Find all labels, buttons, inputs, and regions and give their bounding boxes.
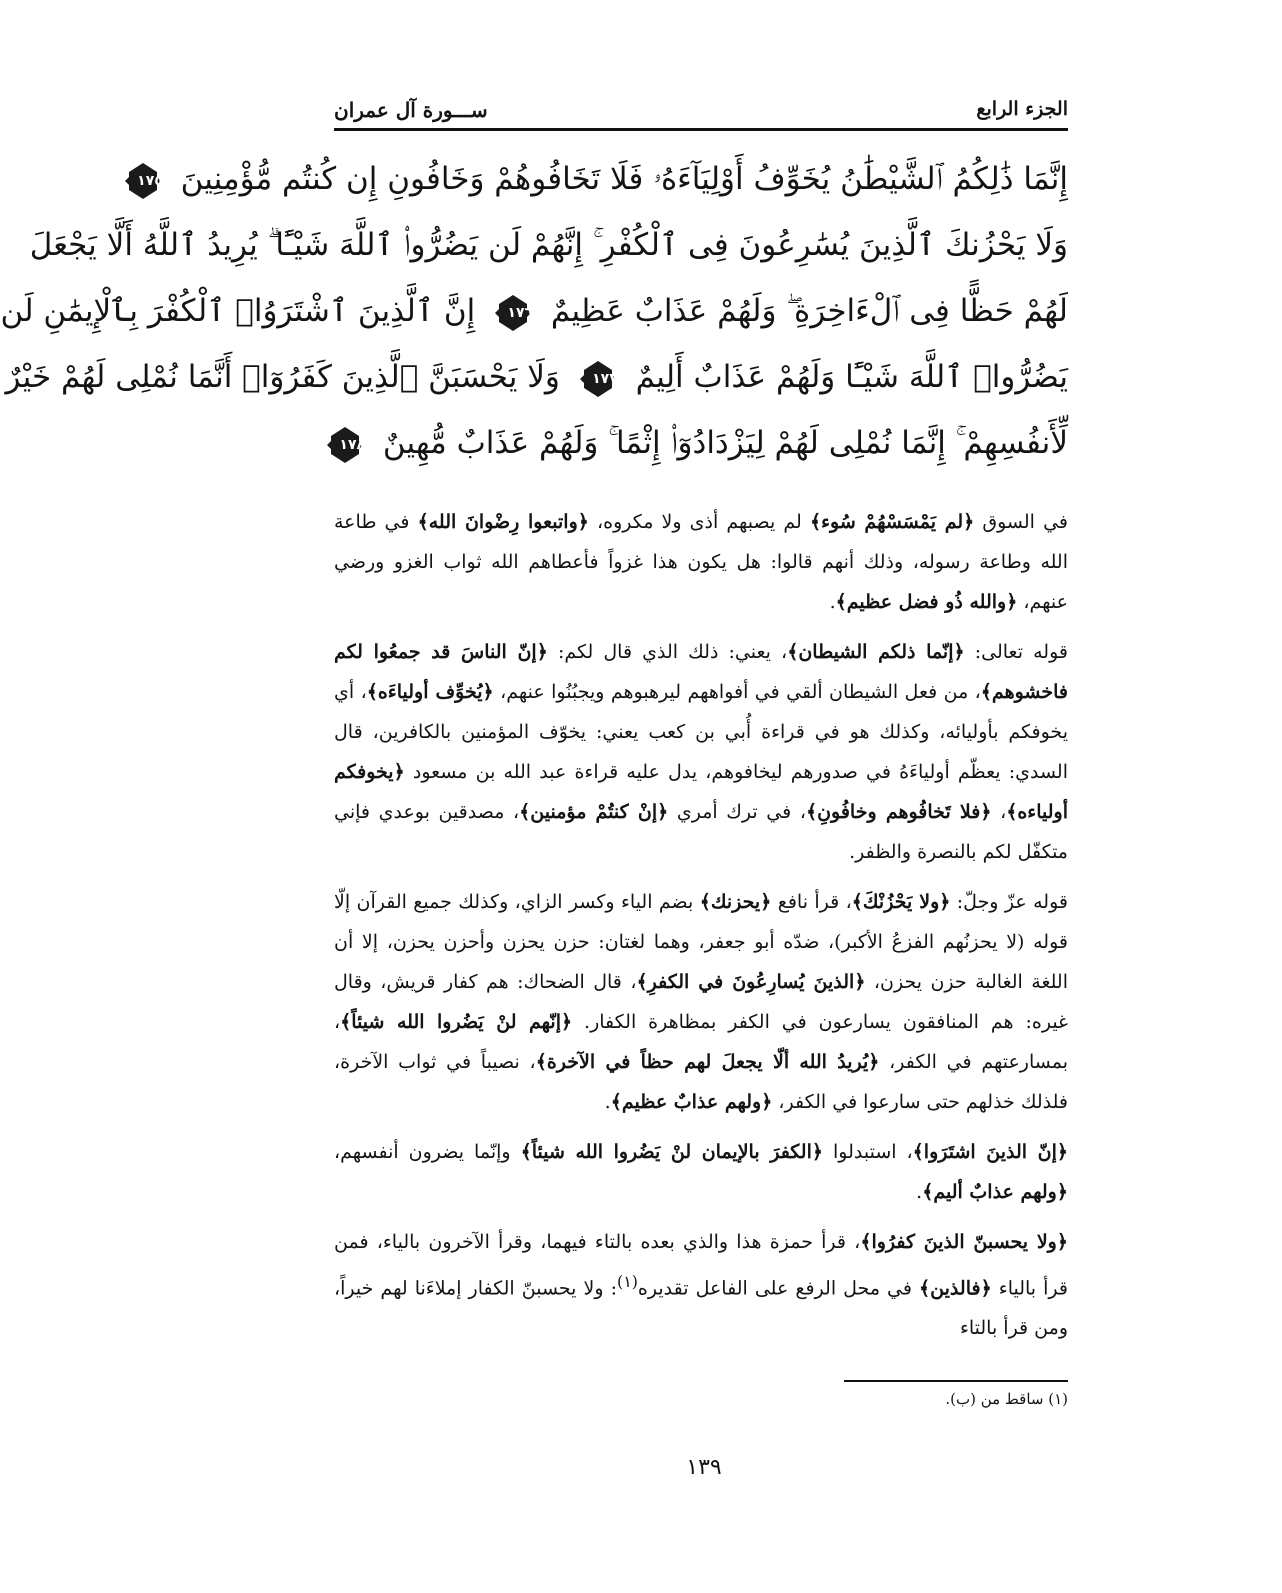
- juz-label: الجزء الرابع: [976, 98, 1068, 120]
- verse-line: [5, 344, 1068, 410]
- ayah-number-marker: [578, 359, 618, 399]
- text-run: .: [916, 1181, 923, 1203]
- text-run: ، يعني: ذلك الذي قال لكم:: [547, 641, 788, 663]
- quran-quote: ﴿إنّهم لنْ يَضُروا الله شيئاً﴾: [340, 1011, 573, 1033]
- verse-line: [334, 410, 1068, 476]
- quran-quote: ﴿والله ذُو فضل عظيم﴾: [835, 591, 1018, 613]
- text-run: في طاعة الله وطاعة رسوله، وذلك أنهم قالوا: هل يكون هذا غزواً فأعطاهم الله ثواب الغزو ورضي عنهم،: [334, 511, 1068, 613]
- text-run: في محل الرفع على الفاعل تقديره: [637, 1277, 920, 1300]
- quran-quote: ﴿إنْ كنتُمْ مؤمنين﴾: [519, 801, 669, 823]
- ayah-number-marker: [325, 425, 365, 465]
- verse-line: [29, 212, 1068, 278]
- text-run: ، قرأ حمزة هذا والذي بعده بالتاء فيهما، وقرأ الآخرون بالياء، فمن قرأ بالياء: [334, 1231, 1068, 1300]
- verse-text: يَضُرُّوا۟ ٱللَّهَ شَيْـًٔا وَلَهُمْ عَذَابٌ أَلِيمٌ: [635, 359, 1068, 395]
- verse-text: وَلَا يَحْسَبَنَّ ٱلَّذِينَ كَفَرُوٓا۟ أَنَّمَا نُمْلِى لَهُمْ خَيْرٌ: [5, 359, 560, 395]
- text-run: ، قرأ نافع: [771, 891, 852, 913]
- verse-line: [137, 146, 1068, 212]
- surah-title: ســـورة آل عمران: [334, 98, 488, 122]
- verse-text: وَلَا يَحْزُنكَ ٱلَّذِينَ يُسَٰرِعُونَ فِى ٱلْكُفْرِ ۚ إِنَّهُمْ لَن يَضُرُّوا۟ ٱللَّهَ شَيْـًٔا ۗ يُرِيدُ ٱللَّهُ أَلَّا يَجْعَلَ: [29, 227, 1068, 263]
- quran-quote: ﴿فلا تَخافُوهم وخافُونِ﴾: [805, 801, 992, 823]
- text-run: لم يصبهم أذى ولا مكروه،: [588, 511, 810, 533]
- text-run: بضم الياء وكسر الزاي، وكذلك جميع القرآن إلّا قوله (لا يحزنُهم الفزعُ الأكبر)، ضدّه أبو جعفر، وهما لغتان: حزن يحزن وأحزن يحزن، إلا أن اللغة الغالبة حزن يحزن،: [334, 891, 1068, 993]
- commentary-paragraph: [334, 882, 1068, 1122]
- text-run: وإنّما يضرون أنفسهم،: [334, 1141, 521, 1163]
- text-run: .: [829, 591, 836, 613]
- quran-quote: ﴿يحزنك﴾: [699, 891, 772, 913]
- text-run: ، في ترك أمري: [668, 801, 806, 823]
- quran-quote: ﴿يُخوِّف أولياءَه﴾: [366, 681, 494, 703]
- text-run: ، من فعل الشيطان ألقي في أفواههم ليرهبوهم ويجبُنُوا عنهم،: [493, 681, 981, 703]
- verse-text: لَهُمْ حَظًّا فِى ٱلْءَاخِرَةِ ۖ وَلَهُمْ عَذَابٌ عَظِيمٌ: [550, 293, 1068, 329]
- text-run: ، قال الضحاك: هم كفار قريش، وقال غيره: هم المنافقون يسارعون في الكفر بمظاهرة الكفار.: [334, 971, 1068, 1033]
- commentary-paragraph: [334, 1222, 1068, 1348]
- quran-quote: ﴿الذينَ يُسارِعُونَ في الكفرِ﴾: [636, 971, 866, 993]
- text-run: ، مصدقين بوعدي فإني متكفّل لكم بالنصرة والظفر.: [334, 801, 1068, 863]
- text-run: .: [604, 1091, 611, 1113]
- quran-quote: ﴿إنّ الذينَ اشتَرَوا﴾: [912, 1141, 1068, 1163]
- quran-quote: ﴿إنّما ذلكم الشيطان﴾: [787, 641, 965, 663]
- text-run: في السوق: [974, 511, 1068, 533]
- ayah-number: ١٧٥: [137, 172, 163, 189]
- quran-quote: ﴿الكفرَ بالإيمان لنْ يَضُروا الله شيئاً﴾: [520, 1141, 823, 1163]
- quran-quote: ﴿ولا يَحْزُنْكَ﴾: [851, 891, 951, 913]
- text-run: قوله عزّ وجلّ:: [950, 891, 1068, 913]
- quran-quote: ﴿فالذين﴾: [919, 1277, 992, 1300]
- footnote: (١) ساقط من (ب).: [945, 1390, 1068, 1408]
- quran-quote: ﴿ولا يحسبنّ الذينَ كفرُوا﴾: [860, 1231, 1068, 1253]
- verse-text: إِنَّ ٱلَّذِينَ ٱشْتَرَوُا۟ ٱلْكُفْرَ بِٱلْإِيمَٰنِ لَن: [0, 293, 476, 329]
- text-run: قوله تعالى:: [964, 641, 1068, 663]
- quran-verses: [0, 146, 1068, 486]
- text-run: ، أي يخوفكم بأوليائه، وكذلك هو في قراءة أُبي بن كعب يعني: يخوّف المؤمنين بالكافرين، قال السدي: يعظّم أولياءَهُ في صدورهم ليخافوهم، يدل عليه قراءة عبد الله بن مسعود: [334, 681, 1068, 783]
- commentary-paragraph: [334, 502, 1068, 622]
- text-run: ، نصيباً في ثواب الآخرة، فلذلك خذلهم حتى سارعوا في الكفر،: [334, 1051, 1068, 1113]
- quran-quote: ﴿ولهم عذابٌ عظيم﴾: [610, 1091, 773, 1113]
- quran-quote: ﴿لم يَمْسَسْهُمْ سُوء﴾: [809, 511, 975, 533]
- page-header: [334, 92, 1068, 132]
- ayah-number: ١٧٧: [592, 370, 618, 387]
- quran-quote: ﴿يُريدُ الله ألّا يجعلَ لهم حظاً في الآخرة﴾: [535, 1051, 880, 1073]
- header-divider: [334, 128, 1068, 131]
- tafsir-commentary: [334, 502, 1068, 1358]
- text-run: ،: [991, 801, 1007, 823]
- footnote-reference[interactable]: (١): [617, 1272, 638, 1291]
- commentary-paragraph: [334, 632, 1068, 872]
- text-run: ، بمسارعتهم في الكفر،: [334, 1011, 1068, 1073]
- quran-quote: ﴿إنّ الناسَ قد جمعُوا لكم فاخشوهم﴾: [334, 641, 1068, 703]
- verse-text: إِنَّمَا ذَٰلِكُمُ ٱلشَّيْطَٰنُ يُخَوِّفُ أَوْلِيَآءَهُۥ فَلَا تَخَافُوهُمْ وَخَافُونِ إِن كُنتُم مُّؤْمِنِينَ: [180, 161, 1068, 197]
- text-run: ، استبدلوا: [823, 1141, 913, 1163]
- commentary-paragraph: [334, 1132, 1068, 1212]
- page-number: ١٣٩: [686, 1455, 722, 1480]
- quran-quote: ﴿ولهم عذابٌ أليم﴾: [922, 1181, 1068, 1203]
- quran-quote: ﴿واتبعوا رِضْوانَ الله﴾: [417, 511, 589, 533]
- ayah-number-marker: [123, 161, 163, 201]
- verse-text: لِّأَنفُسِهِمْ ۚ إِنَّمَا نُمْلِى لَهُمْ لِيَزْدَادُوٓا۟ إِثْمًا ۚ وَلَهُمْ عَذَابٌ مُّهِينٌ: [382, 425, 1068, 461]
- verse-line: [0, 278, 1068, 344]
- ayah-number: ١٧٦: [507, 304, 534, 321]
- text-run: : ولا يحسبنّ الكفار إملاءَنا لهم خيراً، ومن قرأ بالتاء: [334, 1277, 1068, 1340]
- ayah-number-marker: [493, 293, 533, 333]
- footnote-divider: [844, 1380, 1068, 1382]
- ayah-number: ١٧٨: [339, 436, 366, 453]
- quran-quote: ﴿يخوفكم أولياءه﴾: [334, 761, 1068, 823]
